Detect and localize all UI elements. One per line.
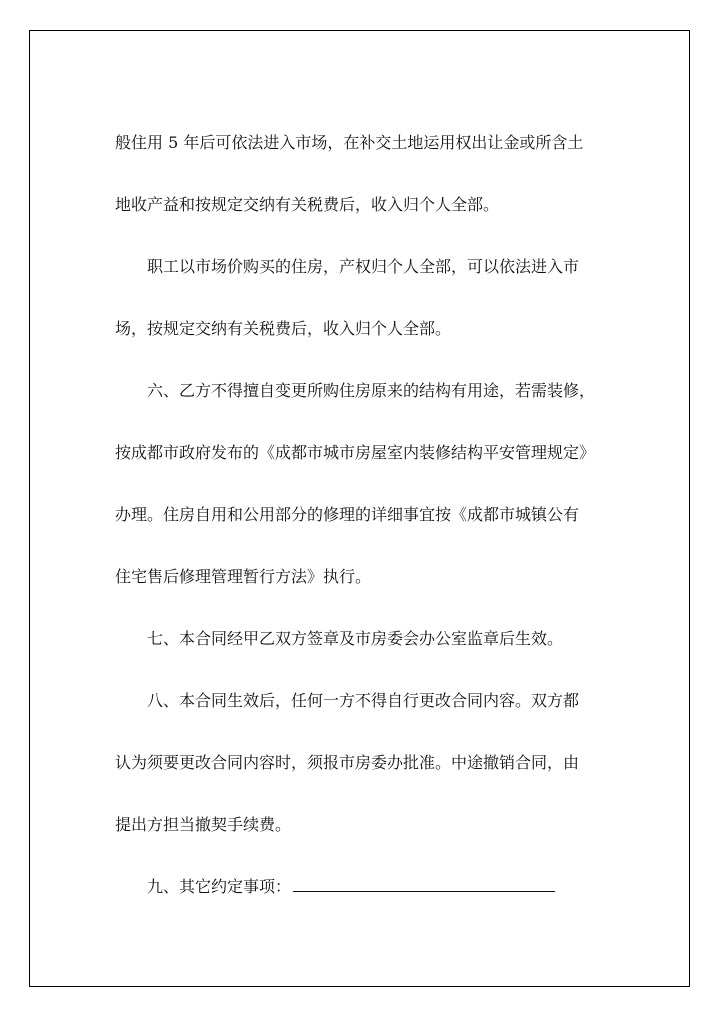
text-line-9: 七、本合同经甲乙双方签章及市房委会办公室监章后生效。 [147, 629, 564, 648]
text-line-11: 认为须要更改合同内容时，须报市房委办批准。中途撤销合同，由 [115, 753, 580, 772]
other-terms-blank-line [293, 890, 555, 892]
text-line-5: 六、乙方不得擅自变更所购住房原来的结构有用途，若需装修， [147, 381, 596, 400]
text-line-4: 场，按规定交纳有关税费后，收入归个人全部。 [115, 319, 452, 338]
text-line-6: 按成都市政府发布的《成都市城市房屋室内装修结构平安管理规定》 [115, 443, 596, 462]
other-terms-label: 九、其它约定事项： [147, 877, 292, 896]
text-line-8: 住宅售后修理管理暂行方法》执行。 [115, 567, 372, 586]
text-line-1: 般住用 5 年后可依法进入市场，在补交土地运用权出让金或所含土 [115, 133, 584, 152]
text-line-13 [147, 876, 662, 898]
text-line-2: 地收产益和按规定交纳有关税费后，收入归个人全部。 [115, 195, 500, 214]
text-line-7: 办理。住房自用和公用部分的修理的详细事宜按《成都市城镇公有 [115, 505, 580, 524]
text-line-3: 职工以市场价购买的住房，产权归个人全部，可以依法进入市 [147, 257, 580, 276]
text-line-12: 提出方担当撤契手续费。 [115, 815, 292, 834]
text-line-10: 八、本合同生效后，任何一方不得自行更改合同内容。双方都 [147, 691, 580, 710]
